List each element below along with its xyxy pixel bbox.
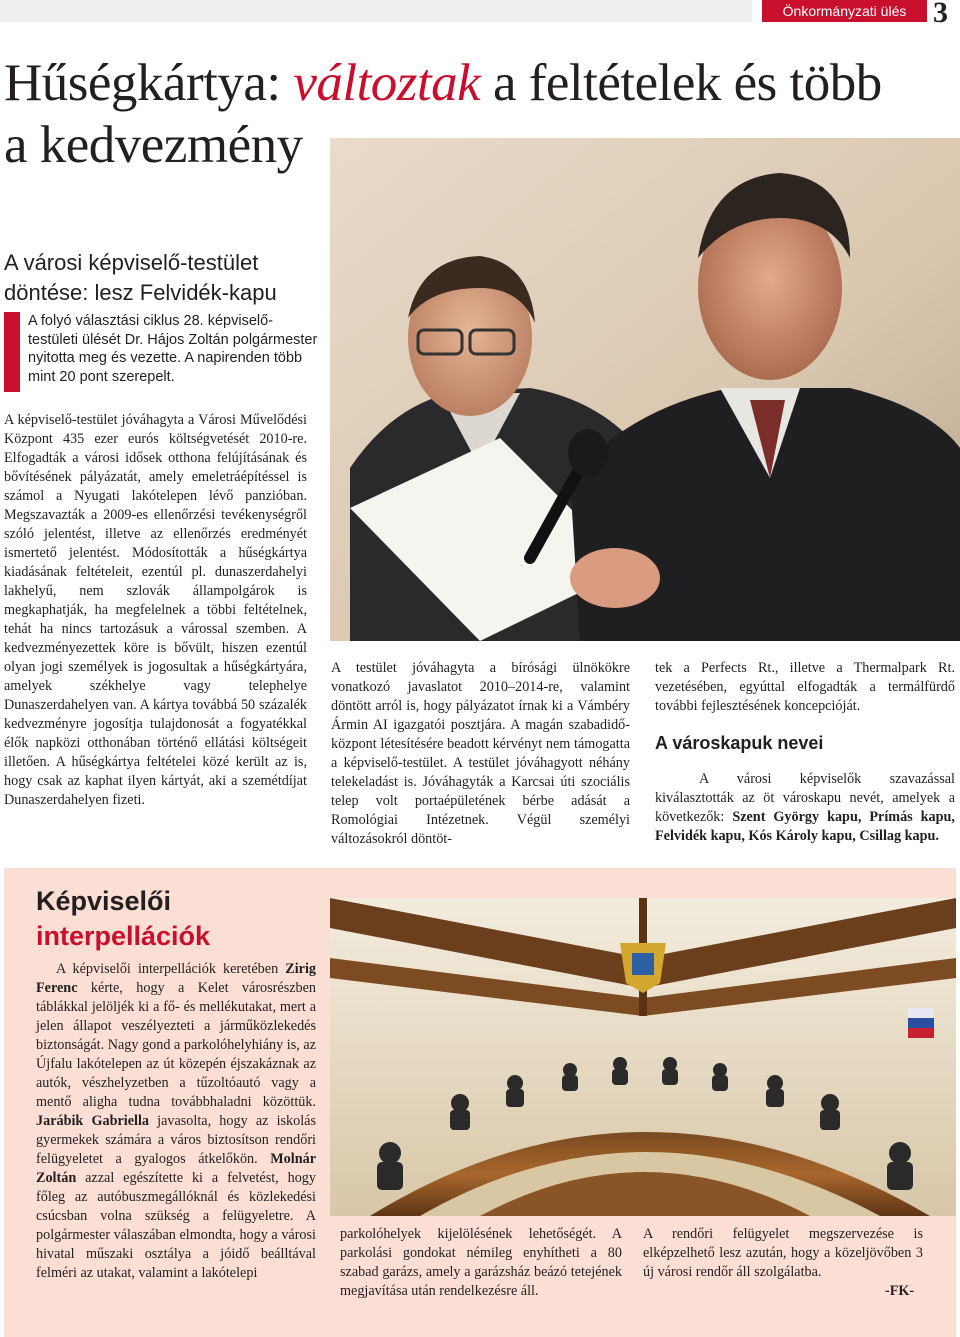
text-run: A képviselői interpellációk keretében xyxy=(56,961,286,977)
lead-accent-bar xyxy=(4,312,20,392)
interpellations-heading-line1: Képviselői xyxy=(36,886,172,916)
section-label: Önkormányzati ülés xyxy=(762,0,927,22)
interpellations-column-1 xyxy=(36,960,316,1283)
photo-council-session xyxy=(330,898,956,1216)
lead-box xyxy=(4,312,316,392)
interpellations-paragraph xyxy=(36,960,316,1283)
article-column-1 xyxy=(4,411,307,810)
city-gate-names: Szent György kapu, Prímás kapu, Felvidék kapu, Kós Károly kapu, Csillag kapu. xyxy=(655,809,955,844)
city-gate-paragraph xyxy=(655,770,955,846)
article-paragraph: A testület jóváhagyta a bírósági ülnökökre vonatkozó javaslatot 2010–2014-re, valamint döntött arról is, hogy pályázatot írnak ki a Vámbéry Ármin AI igazgatói posztjára. A magán szabadidő-központ létesítésére beadott kérvényt nem támogatta a képviselő-testület. A testület jóváhagyott néhány telekeladást is. Jóváhagyták a Karcsai úti szociális telep volt portaépületének bérbe adását a Romológiai Intézetnek. Végül személyi változásokról döntöt- xyxy=(331,660,630,847)
interpellations-column-3 xyxy=(643,1225,923,1282)
text-run: azzal egészítette ki a felvetést, hogy főleg az autóbuszmegállóknál és közlekedési csúcsban volna szükség a felügyeletre. A polgármester válaszában elmondta, hogy a városi hivatal műszaki osztálya a jóidő beálltával felméri az utakat, valamint a lakótelepi xyxy=(36,1170,316,1281)
lead-paragraph: A folyó választási ciklus 28. képviselő-testületi ülését Dr. Hájos Zoltán polgármester nyitotta meg és vezette. A napirenden több mint 20 pont szerepelt. xyxy=(28,313,318,385)
interpellations-paragraph: A rendőri felügyelet megszervezése is elképzelhető lesz azután, hogy a közeljövőben 3 új városi rendőr áll szolgálatba. xyxy=(643,1226,923,1280)
top-header-bar xyxy=(0,0,752,22)
article-paragraph: A képviselő-testület jóváhagyta a Városi Művelődési Központ 435 ezer eurós költségvetését 2010-re. Elfogadták a városi idősek otthona felújításának és bővítésének pályázatát, amely emeletráépítéssel is számol a Nyugati lakótelepen lévő panzióban. Megszavazták a 2009-es ellenőrzési tevékenységről szóló jelentést, illetve az ellenőrzés eredményét ismertető jelentést. Módosították a hűségkártya kiadásának feltételeit, ezentúl pl. dunaszerdahelyi lakhelyű, nem szlovák állampolgárok is megkaphatják, ha megfelelnek a többi feltételnek, tehát ha nincs tartozásuk a várossal szemben. A kedvezményezettek köre is bővült, hiszen ezentúl olyan jogi személyek is jogosultak a hűségkártyára, amelyek székhelye vagy telephelye Dunaszerdahelyen van. A kártya továbbá 50 százalék kedvezményre jogosítja tulajdonosát a fogyatékkal élők napközi otthonában történő ellátási költségeit illetően. A hűségkártya feltételei közé került az is, hogy csak az kaphat ilyen kártyát, aki a szemétdíjat Dunaszerdahelyen fizeti. xyxy=(4,412,307,808)
photo-council-members xyxy=(330,138,960,641)
interpellations-heading xyxy=(36,884,210,954)
text-run: javasolta, hogy az iskolás gyermekek számára a város biztosítson rendőri felügyeletet a gyalogos átkelőkön. xyxy=(36,1113,316,1167)
headline-part1: Hűségkártya: xyxy=(4,54,294,112)
person-name: Zirig Ferenc xyxy=(36,961,316,996)
article-column-2 xyxy=(331,659,630,849)
article-column-3 xyxy=(655,659,955,716)
article-subtitle: A városi képviselő-testület döntése: lesz Felvidék-kapu xyxy=(4,250,277,305)
person-name: Jarábik Gabriella xyxy=(36,1113,149,1129)
article-paragraph: tek a Perfects Rt., illetve a Thermalpark Rt. vezetésében, egyúttal elfogadták a termálfürdő további fejlesztésének koncepcióját. xyxy=(655,660,955,714)
city-gate-intro: A városi képviselők szavazással kiválasztották az öt városkapu nevét, amelyek a következők: xyxy=(655,771,955,825)
page-number: 3 xyxy=(933,0,948,29)
author-signature: -FK- xyxy=(885,1283,915,1299)
photo-council-members-image xyxy=(330,138,960,641)
text-run: kérte, hogy a Kelet városrészben táblákkal jelöljék ki a fő- és mellékutakat, mert a jelen állapot veszélyezteti a járműközlekedés biztonságát. Nagy gond a parkolóhelyhiány is, az Újfalu lakótelepen az út közepén éjszakáznak az autók, vészhelyzetben a tűzoltóautó vagy a mentő aligha tudna továbbhaladni közöttük. xyxy=(36,980,316,1110)
interpellations-heading-line2: interpellációk xyxy=(36,921,211,951)
person-name: Molnár Zoltán xyxy=(36,1151,316,1186)
city-gate-heading: A városkapuk nevei xyxy=(655,733,824,753)
headline-part2: a feltételek és több a kedvezmény xyxy=(4,54,882,174)
photo-council-session-image xyxy=(330,898,956,1216)
interpellations-paragraph: parkolóhelyek kijelölésének lehetőségét. A parkolási gondokat némileg enyhítheti a 80 szabad garázs, amely a garázsház beázó tetejének megjavítása után rendelkezésre áll. xyxy=(340,1226,622,1299)
interpellations-column-2 xyxy=(340,1225,622,1301)
headline-highlight: változtak xyxy=(293,54,481,112)
